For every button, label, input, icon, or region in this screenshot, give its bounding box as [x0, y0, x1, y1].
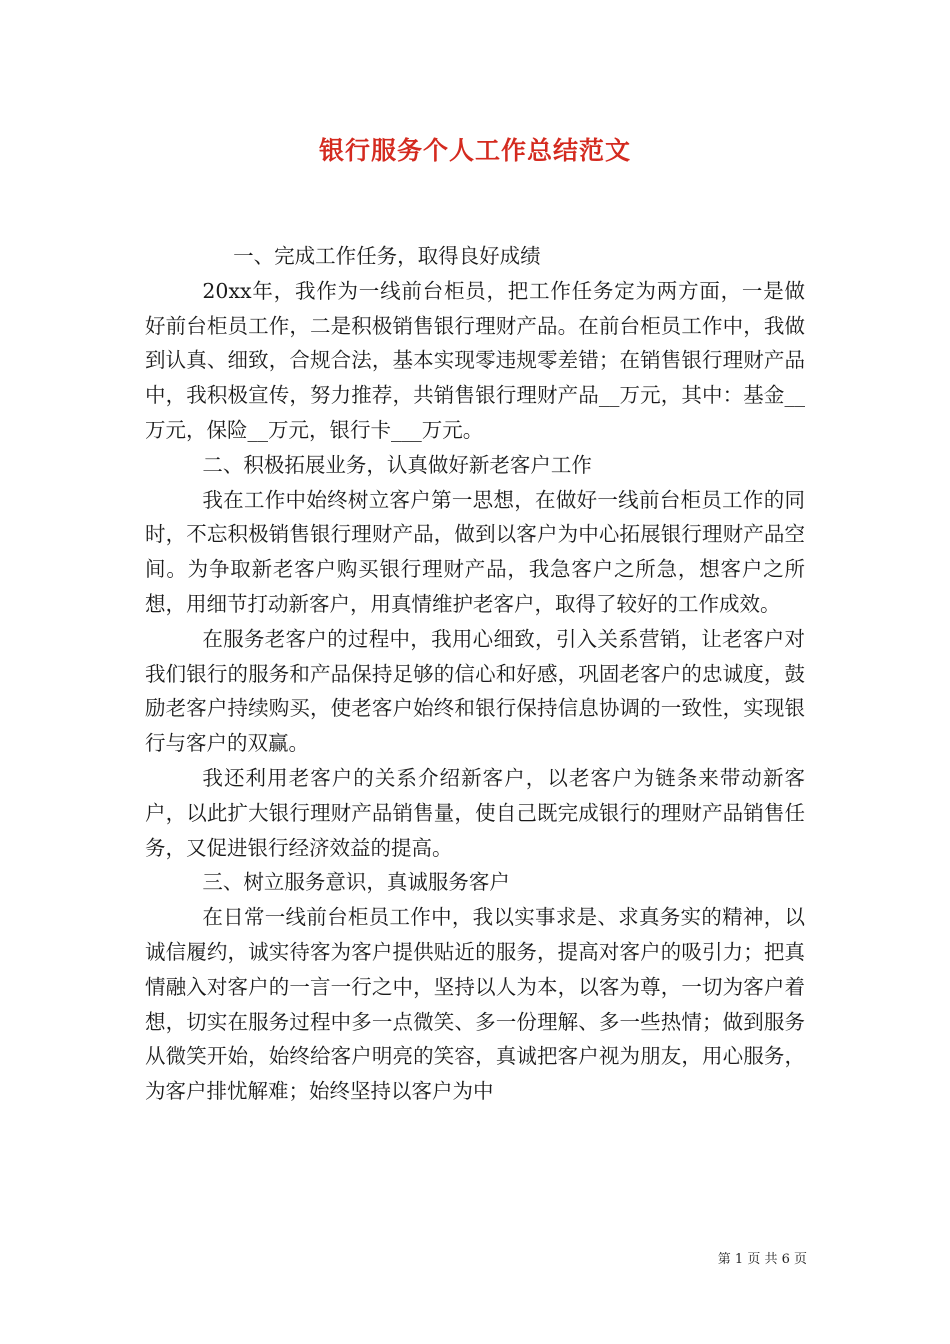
page-title: 银行服务个人工作总结范文: [318, 136, 631, 165]
page-number: 第 1 页 共 6 页: [717, 1252, 807, 1267]
document-body: [145, 239, 805, 1109]
paragraph: 我在工作中始终树立客户第一思想，在做好一线前台柜员工作的同时，不忘积极销售银行理财产品，做到以客户为中心拓展银行理财产品空间。为争取新老客户购买银行理财产品，我急客户之所急，想客户之所想，用细节打动新客户，用真情维护老客户，取得了较好的工作成效。: [145, 487, 805, 616]
section-heading-1: 一、完成工作任务，取得良好成绩: [233, 244, 541, 268]
paragraph: 我还利用老客户的关系介绍新客户，以老客户为链条来带动新客户，以此扩大银行理财产品销售量，使自己既完成银行的理财产品销售任务，又促进银行经济效益的提高。: [145, 765, 805, 860]
paragraph: 在服务老客户的过程中，我用心细致，引入关系营销，让老客户对我们银行的服务和产品保持足够的信心和好感，巩固老客户的忠诚度，鼓励老客户持续购买，使老客户始终和银行保持信息协调的一致性，实现银行与客户的双赢。: [145, 626, 805, 756]
paragraph: 在日常一线前台柜员工作中，我以实事求是、求真务实的精神，以诚信履约，诚实待客为客户提供贴近的服务，提高对客户的吸引力；把真情融入对客户的一言一行之中，坚持以人为本，以客为尊，一切为客户着想，切实在服务过程中多一点微笑、多一份理解、多一些热情；做到服务从微笑开始，始终给客户明亮的笑容，真诚把客户视为朋友，用心服务，为客户排忧解难；始终坚持以客户为中: [145, 905, 805, 1104]
section-heading-2: 二、积极拓展业务，认真做好新老客户工作: [202, 452, 592, 477]
paragraph: 20xx年，我作为一线前台柜员，把工作任务定为两方面，一是做好前台柜员工作，二是积极销售银行理财产品。在前台柜员工作中，我做到认真、细致，合规合法，基本实现零违规零差错；在销售银行理财产品中，我积极宣传，努力推荐，共销售银行理财产品__万元，其中：基金__万元，保险__万元，银行卡___万元。: [145, 278, 805, 442]
section-heading-3: 三、树立服务意识，真诚服务客户: [202, 870, 510, 895]
